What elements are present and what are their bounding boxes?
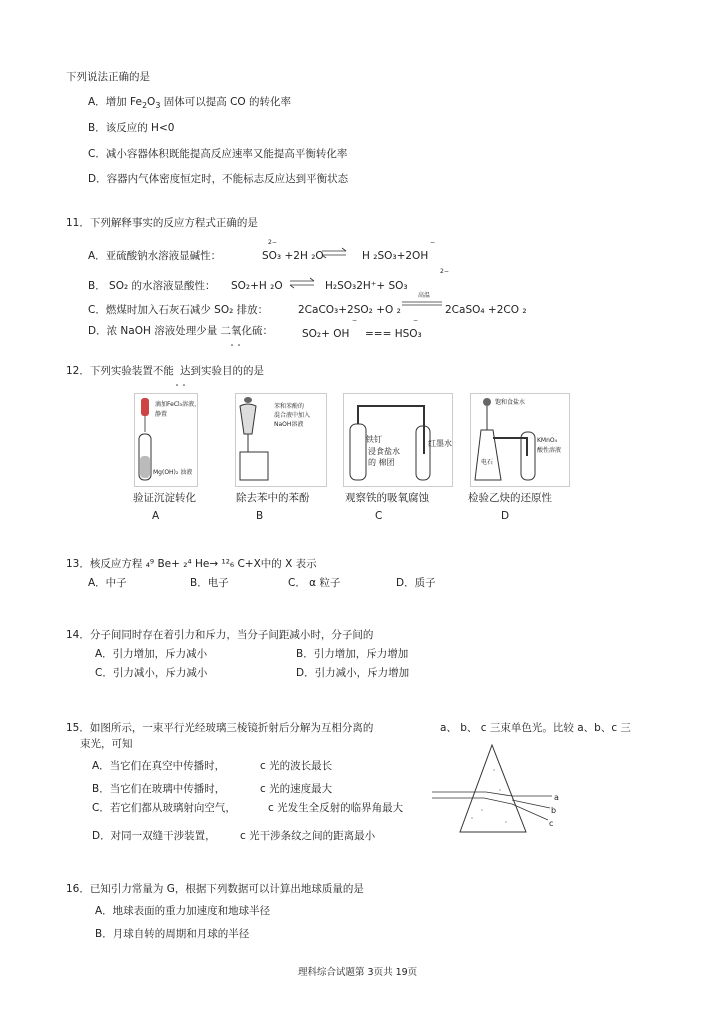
q12-stem-a: 12．下列实验装置不能 — [66, 365, 174, 377]
q11-a-right: H ₂SO₃+2OH — [362, 250, 429, 262]
q15-option-a-right: c 光的波长最长 — [260, 760, 333, 772]
figure-c-apparatus: 铁钉 浸食盐水 的 棉团 红墨水 — [343, 393, 453, 487]
q11-d-mid: === HSO₃ — [365, 328, 422, 340]
q11-d-left: SO₂+ OH — [302, 328, 350, 340]
figure-b-apparatus: 苯和苯酚的 混合液中加入 NaOH溶液 — [235, 393, 327, 487]
figure-d-apparatus: 饱和食盐水 电石 KMnO₄ 酸性溶液 — [470, 393, 570, 487]
figure-d-caption: 检验乙炔的还原性 — [468, 492, 552, 504]
figure-a-letter: A — [152, 510, 160, 522]
q13-stem: 13．核反应方程 ₄⁹ Be+ ₂⁴ He→ ¹²₆ C+X中的 X 表示 — [66, 558, 317, 570]
page-footer: 理科综合试题第 3页共 19页 — [298, 967, 418, 978]
q11-c-right: 2CaSO₄ +2CO ₂ — [445, 304, 527, 316]
q14-option-d: D．引力减小，斥力增加 — [296, 667, 410, 679]
q11-stem: 11．下列解释事实的反应方程式正确的是 — [66, 217, 258, 229]
q15-option-b-left: B．当它们在玻璃中传播时， — [92, 783, 226, 795]
q15-stem-a: 15．如图所示，一束平行光经玻璃三棱镜折射后分解为互相分离的 — [66, 722, 374, 734]
q11-b-sup: 2− — [440, 268, 449, 275]
figure-c-letter: C — [375, 510, 383, 522]
q11-c-cond: 高温 — [418, 292, 431, 299]
q10-stem: 下列说法正确的是 — [66, 71, 150, 83]
q10-option-a: A．增加 $Fe_2O_3$ 固体可以提高 CO 的转化率 — [88, 96, 292, 111]
q15-stem-b: a、 b、 c 三束单色光。比较 a、b、c 三 — [440, 722, 631, 734]
q11-b-label: B． SO₂ 的水溶液显酸性： — [88, 280, 216, 292]
emphasis-dots — [231, 343, 241, 347]
q11-d-sup1: − — [352, 317, 358, 324]
q11-b-left: SO₂+H ₂O — [231, 280, 283, 292]
equilibrium-arrow-icon — [290, 278, 316, 288]
figure-c-caption: 观察铁的吸氧腐蚀 — [345, 492, 429, 504]
q11-c-left: 2CaCO₃+2SO₂ +O ₂ — [298, 304, 401, 316]
q11-d-label: D．浓 NaOH 溶液处理少量 二氧化硫： — [88, 325, 274, 337]
q11-c-label: C．燃煤时加入石灰石减少 SO₂ 排放： — [88, 304, 269, 316]
equilibrium-arrow-icon — [322, 248, 348, 258]
q15-option-c-left: C．若它们都从玻璃射向空气， — [92, 802, 236, 814]
q15-stem-c: 束光，可知 — [80, 738, 133, 750]
q16-option-a: A．地球表面的重力加速度和地球半径 — [95, 905, 271, 917]
q13-option-b: B．电子 — [190, 577, 229, 589]
q14-stem: 14．分子间同时存在着引力和斥力，当分子间距减小时，分子间的 — [66, 629, 374, 641]
q16-stem: 16．已知引力常量为 G，根据下列数据可以计算出地球质量的是 — [66, 883, 364, 895]
q15-option-b-right: c 光的速度最大 — [260, 783, 333, 795]
q12-stem-b: 达到实验目的的是 — [180, 365, 264, 377]
figure-a-caption: 验证沉淀转化 — [133, 492, 196, 504]
q11-a-sup: 2− — [268, 239, 277, 246]
q14-option-b: B．引力增加，斥力增加 — [296, 648, 409, 660]
q16-option-b: B．月球自转的周期和月球的半径 — [95, 928, 250, 940]
q15-option-d-right: c 光干涉条纹之间的距离最小 — [240, 830, 376, 842]
q11-d-sup2: − — [413, 317, 419, 324]
q13-option-a: A．中子 — [88, 577, 127, 589]
ray-b-label: b — [551, 806, 557, 815]
q10-option-c: C．减小容器体积既能提高反应速率又能提高平衡转化率 — [88, 148, 348, 160]
q15-option-c-right: c 光发生全反射的临界角最大 — [268, 802, 404, 814]
ray-c-label: c — [549, 819, 554, 828]
q15-option-a-left: A．当它们在真空中传播时， — [92, 760, 226, 772]
emphasis-dots — [176, 383, 186, 387]
q13-option-d: D．质子 — [396, 577, 436, 589]
equals-sign — [402, 301, 442, 307]
q10-option-d: D．容器内气体密度恒定时，不能标志反应达到平衡状态 — [88, 173, 349, 185]
q11-a-left: SO₃ +2H ₂O — [262, 250, 324, 262]
figure-b-letter: B — [256, 510, 264, 522]
q11-a-sup2: − — [430, 239, 436, 246]
figure-b-caption: 除去苯中的苯酚 — [236, 492, 310, 504]
q14-option-a: A．引力增加，斥力减小 — [95, 648, 208, 660]
q11-a-label: A．亚硫酸钠水溶液显碱性： — [88, 250, 222, 262]
q11-b-right: H₂SO₃2H⁺+ SO₃ — [325, 280, 408, 292]
q15-option-d-left: D．对同一双缝干涉装置， — [92, 830, 216, 842]
figure-d-letter: D — [501, 510, 510, 522]
ray-a-label: a — [554, 793, 559, 802]
q13-option-c: C． α 粒子 — [288, 577, 341, 589]
q10-option-b: B．该反应的 H<0 — [88, 122, 175, 134]
q14-option-c: C．引力减小，斥力减小 — [95, 667, 208, 679]
figure-a-apparatus: 滴加FeCl₃溶液， 静置 Mg(OH)₂ 浊液 — [134, 393, 198, 487]
